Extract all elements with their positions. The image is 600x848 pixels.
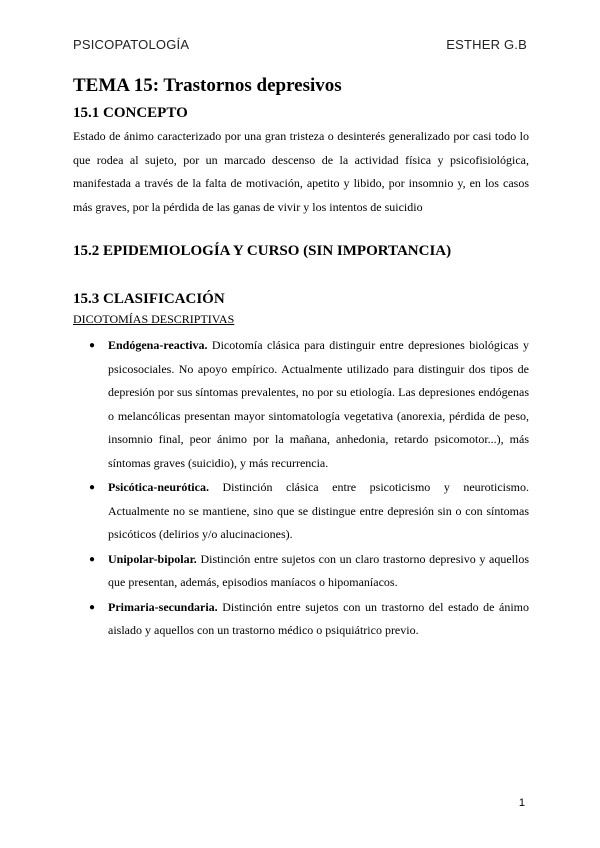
header-subject: PSICOPATOLOGÍA xyxy=(73,37,190,52)
list-item-text: Distinción entre sujetos con un claro trastorno depresivo y aquellos que presentan, además, episodios maníacos o hipomaníacos. xyxy=(108,551,529,589)
list-item-text: Distinción entre sujetos con un trastorno del estado de ánimo aislado y aquellos con un trastorno médico o psiquiátrico previo. xyxy=(108,599,529,637)
subheading-dicotomias: DICOTOMÍAS DESCRIPTIVAS xyxy=(73,312,235,326)
concepto-paragraph: Estado de ánimo caracterizado por una gran tristeza o desinterés generalizado por casi todo lo que rodea al sujeto, por un marcado descenso de la actividad física y psicofisiológica, manifestada a través de la falta de motivación, apetito y libido, por insomnio y, en los casos más graves, por la pérdida de las ganas de vivir y los intentos de suicidio xyxy=(73,129,529,214)
list-item-term: Unipolar-bipolar. xyxy=(108,551,197,566)
document-body xyxy=(73,74,529,644)
document-title: TEMA 15: Trastornos depresivos xyxy=(73,75,342,96)
section-heading-concepto: 15.1 CONCEPTO xyxy=(73,105,188,121)
page-number: 1 xyxy=(518,797,525,809)
list-item xyxy=(73,548,529,595)
dichotomy-list xyxy=(73,334,529,643)
list-item-term: Psicótica-neurótica. xyxy=(108,480,209,494)
header-author: ESTHER G.B xyxy=(446,37,527,52)
list-item-term: Endógena-reactiva. xyxy=(108,338,208,352)
page-header xyxy=(73,37,527,52)
bullet-icon: ● xyxy=(89,553,96,565)
list-item xyxy=(73,476,529,547)
bullet-icon: ● xyxy=(89,601,96,613)
bullet-icon: ● xyxy=(89,482,96,493)
list-item xyxy=(73,334,529,475)
bullet-icon: ● xyxy=(89,340,96,351)
list-item-text: Dicotomía clásica para distinguir entre depresiones biológicas y psicosociales. No apoyo empírico. Actualmente utilizado para distinguir dos tipos de depresión por sus síntomas prevalentes, no por su etiología. Las depresiones endógenas o melancólicas presentan mayor sintomatología vegetativa (anorexia, pérdida de peso, insomnio final, peor ánimo por la mañana, anhedonia, retardo psicomotor...), más síntomas graves (suicidio), y más recurrencia. xyxy=(108,338,529,470)
section-heading-epidemiologia: 15.2 EPIDEMIOLOGÍA Y CURSO (SIN IMPORTANCIA) xyxy=(73,243,452,259)
list-item-term: Primaria-secundaria. xyxy=(108,599,218,614)
list-item-text: Distinción clásica entre psicoticismo y neuroticismo. Actualmente no se mantiene, sino que se distingue entre depresión sin o con síntomas psicóticos (delirios y/o alucinaciones). xyxy=(108,480,529,541)
section-heading-clasificacion: 15.3 CLASIFICACIÓN xyxy=(73,291,225,307)
list-item xyxy=(73,596,529,643)
